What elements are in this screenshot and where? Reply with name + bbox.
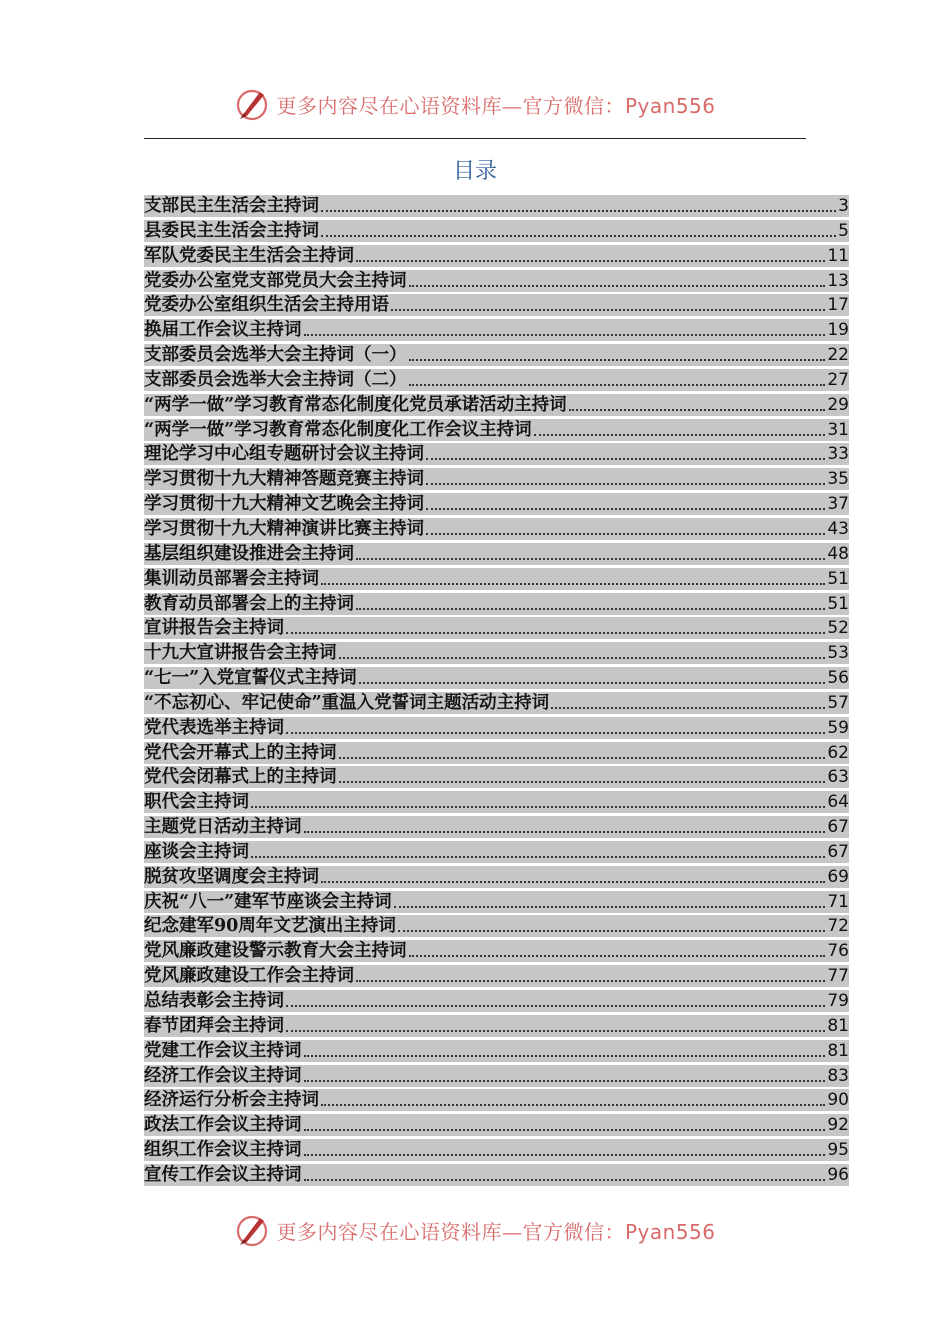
toc-entry-page: 13	[827, 270, 849, 291]
toc-entry-page: 29	[827, 394, 849, 415]
toc-entry-page: 79	[827, 991, 849, 1011]
toc-entry[interactable]	[144, 220, 849, 242]
toc-entry-label: 经济运行分析会主持词	[144, 1090, 319, 1111]
toc-entry-label: 经济工作会议主持词	[144, 1065, 302, 1086]
toc-entry-label: 党委办公室组织生活会主持用语	[144, 295, 389, 316]
toc-entry[interactable]	[144, 742, 849, 764]
toc-entry[interactable]	[144, 717, 849, 739]
toc-entry-page: 62	[827, 742, 849, 763]
toc-dot-leader	[304, 334, 826, 336]
toc-entry-page: 64	[827, 792, 849, 813]
toc-dot-leader	[426, 508, 825, 510]
toc-entry[interactable]	[144, 642, 849, 664]
toc-dot-leader	[321, 881, 825, 883]
toc-entry-page: 22	[827, 345, 849, 366]
toc-entry[interactable]	[144, 344, 849, 366]
toc-dot-leader	[534, 434, 826, 436]
toc-entry-label: 党委办公室党支部党员大会主持词	[144, 270, 407, 291]
toc-dot-leader	[551, 707, 825, 709]
toc-entry-label: 党代会开幕式上的主持词	[144, 742, 337, 763]
toc-entry[interactable]	[144, 245, 849, 267]
toc-entry-page: 11	[827, 245, 849, 266]
toc-dot-leader	[321, 235, 836, 237]
toc-dot-leader	[426, 533, 825, 535]
banner-text: 更多内容尽在心语资料库—官方微信：Pyan556	[276, 93, 716, 118]
toc-list	[144, 195, 849, 1189]
toc-entry-page: 35	[827, 469, 849, 490]
toc-dot-leader	[304, 1055, 826, 1057]
toc-entry-page: 53	[827, 643, 849, 664]
toc-entry-label: 宣传工作会议主持词	[144, 1164, 302, 1185]
toc-entry-page: 90	[827, 1090, 849, 1111]
toc-entry-page: 59	[827, 717, 849, 738]
toc-entry[interactable]	[144, 915, 849, 937]
toc-entry[interactable]	[144, 1139, 849, 1161]
toc-entry-label: 宣讲报告会主持词	[144, 618, 284, 639]
toc-entry-page: 81	[827, 1015, 849, 1036]
toc-dot-leader	[356, 558, 825, 560]
toc-entry[interactable]	[144, 841, 849, 863]
toc-dot-leader	[356, 608, 825, 610]
toc-entry-label: 座谈会主持词	[144, 841, 249, 862]
toc-entry-page: 96	[827, 1164, 849, 1185]
toc-dot-leader	[409, 955, 826, 957]
toc-entry-label: 党风廉政建设工作会主持词	[144, 966, 354, 987]
toc-entry[interactable]	[144, 319, 849, 341]
toc-dot-leader	[426, 458, 825, 460]
toc-entry-page: 57	[827, 692, 849, 713]
toc-dot-leader	[304, 1179, 826, 1181]
toc-entry[interactable]	[144, 1164, 849, 1186]
toc-dot-leader	[391, 309, 825, 311]
toc-entry-page: 67	[827, 841, 849, 862]
toc-entry[interactable]	[144, 270, 849, 292]
toc-title: 目录	[452, 159, 497, 184]
toc-entry[interactable]	[144, 891, 849, 913]
toc-entry[interactable]	[144, 294, 849, 316]
toc-entry-label: 主题党日活动主持词	[144, 817, 302, 838]
toc-entry-page: 51	[827, 568, 849, 589]
toc-entry-label: “不忘初心、牢记使命”重温入党誓词主题活动主持词	[144, 692, 550, 713]
toc-entry-label: 支部委员会选举大会主持词（一）	[144, 345, 407, 366]
toc-entry-page: 63	[827, 767, 849, 788]
toc-entry-page: 81	[827, 1040, 849, 1061]
toc-entry[interactable]	[144, 195, 849, 217]
toc-dot-leader	[251, 806, 825, 808]
toc-entry-label: 党风廉政建设警示教育大会主持词	[144, 941, 407, 962]
toc-entry-label: 学习贯彻十九大精神答题竞赛主持词	[144, 469, 424, 490]
toc-entry-page: 19	[827, 320, 849, 341]
toc-entry-label: 基层组织建设推进会主持词	[144, 543, 354, 564]
toc-entry[interactable]	[144, 1040, 849, 1062]
toc-entry-page: 3	[838, 196, 849, 216]
toc-entry-page: 43	[827, 518, 849, 539]
toc-entry-label: 学习贯彻十九大精神演讲比赛主持词	[144, 518, 424, 539]
toc-entry[interactable]	[144, 1089, 849, 1111]
toc-entry-page: 69	[827, 866, 849, 887]
banner-wechat-id: Pyan556	[624, 1219, 716, 1244]
toc-entry[interactable]	[144, 866, 849, 888]
toc-dot-leader	[321, 583, 825, 585]
toc-dot-leader	[251, 856, 825, 858]
toc-entry-page: 37	[827, 494, 849, 515]
toc-entry-label: 党代表选举主持词	[144, 717, 284, 738]
toc-entry[interactable]	[144, 990, 849, 1012]
banner-text: 更多内容尽在心语资料库—官方微信：Pyan556	[276, 1219, 716, 1244]
toc-entry-label: 职代会主持词	[144, 792, 249, 813]
toc-entry[interactable]	[144, 394, 849, 416]
toc-entry-page: 52	[827, 618, 849, 639]
toc-entry-page: 33	[827, 444, 849, 465]
toc-dot-leader	[321, 1104, 825, 1106]
toc-entry-label: 总结表彰会主持词	[144, 991, 284, 1011]
toc-entry-label: 理论学习中心组专题研讨会议主持词	[144, 444, 424, 465]
toc-entry-page: 72	[827, 916, 849, 937]
toc-dot-leader	[304, 1129, 826, 1131]
toc-dot-leader	[339, 781, 826, 783]
toc-entry-page: 95	[827, 1140, 849, 1161]
quill-pen-logo-icon	[234, 1212, 270, 1248]
toc-dot-leader	[398, 930, 826, 932]
toc-dot-leader	[286, 632, 825, 634]
toc-entry-label: 春节团拜会主持词	[144, 1015, 284, 1036]
toc-entry-page: 27	[827, 369, 849, 390]
toc-entry-page: 76	[827, 941, 849, 962]
header-banner	[0, 84, 950, 124]
toc-dot-leader	[286, 1005, 825, 1007]
toc-entry-label: 军队党委民主生活会主持词	[144, 245, 354, 266]
toc-entry[interactable]	[144, 369, 849, 391]
toc-dot-leader	[304, 1080, 826, 1082]
toc-entry-label: 十九大宣讲报告会主持词	[144, 643, 337, 664]
toc-entry-page: 48	[827, 543, 849, 564]
toc-entry[interactable]	[144, 543, 849, 565]
toc-dot-leader	[339, 657, 826, 659]
header-divider	[144, 138, 806, 139]
toc-entry-page: 83	[827, 1065, 849, 1086]
toc-entry-page: 92	[827, 1115, 849, 1136]
toc-dot-leader	[304, 1154, 826, 1156]
toc-entry[interactable]	[144, 617, 849, 639]
toc-entry-label: 政法工作会议主持词	[144, 1115, 302, 1136]
toc-entry[interactable]	[144, 766, 849, 788]
toc-entry-page: 71	[827, 891, 849, 912]
toc-entry-label: “七一”入党宣誓仪式主持词	[144, 668, 357, 689]
toc-entry-label: 支部委员会选举大会主持词（二）	[144, 369, 407, 390]
toc-entry-label: 学习贯彻十九大精神文艺晚会主持词	[144, 494, 424, 515]
toc-entry[interactable]	[144, 419, 849, 441]
toc-entry-label: 党代会闭幕式上的主持词	[144, 767, 337, 788]
toc-entry-label: 换届工作会议主持词	[144, 320, 302, 341]
toc-entry-label: 庆祝“八一”建军节座谈会主持词	[144, 891, 392, 912]
toc-dot-leader	[286, 732, 825, 734]
toc-entry-label: 组织工作会议主持词	[144, 1140, 302, 1161]
toc-dot-leader	[356, 980, 825, 982]
toc-entry[interactable]	[144, 692, 849, 714]
toc-entry[interactable]	[144, 468, 849, 490]
toc-entry[interactable]	[144, 493, 849, 515]
toc-entry[interactable]	[144, 568, 849, 590]
banner-wechat-id: Pyan556	[624, 93, 716, 118]
toc-dot-leader	[426, 483, 825, 485]
toc-entry-page: 51	[827, 593, 849, 614]
toc-entry[interactable]	[144, 1015, 849, 1037]
toc-entry-label: 县委民主生活会主持词	[144, 220, 319, 241]
toc-entry-label: 教育动员部署会上的主持词	[144, 593, 354, 614]
toc-entry-label: 纪念建军90周年文艺演出主持词	[144, 916, 396, 937]
toc-dot-leader	[409, 285, 826, 287]
toc-entry[interactable]	[144, 443, 849, 465]
toc-entry-label: “两学一做”学习教育常态化制度化党员承诺活动主持词	[144, 394, 567, 415]
toc-entry[interactable]	[144, 816, 849, 838]
toc-dot-leader	[286, 1030, 825, 1032]
toc-entry[interactable]	[144, 1065, 849, 1087]
toc-entry-label: 集训动员部署会主持词	[144, 568, 319, 589]
toc-entry[interactable]	[144, 1114, 849, 1136]
toc-dot-leader	[569, 409, 826, 411]
toc-entry-page: 17	[827, 295, 849, 316]
toc-entry-page: 77	[827, 966, 849, 987]
toc-entry-label: 脱贫攻坚调度会主持词	[144, 866, 319, 887]
toc-dot-leader	[304, 831, 826, 833]
toc-dot-leader	[394, 906, 826, 908]
toc-entry-page: 67	[827, 817, 849, 838]
toc-entry[interactable]	[144, 791, 849, 813]
footer-banner	[0, 1210, 950, 1250]
toc-entry-label: 支部民主生活会主持词	[144, 196, 319, 216]
toc-entry[interactable]	[144, 940, 849, 962]
toc-entry-label: 党建工作会议主持词	[144, 1040, 302, 1061]
toc-dot-leader	[359, 682, 826, 684]
toc-dot-leader	[321, 210, 836, 212]
toc-entry[interactable]	[144, 593, 849, 615]
toc-entry-page: 5	[838, 220, 849, 241]
toc-dot-leader	[339, 757, 826, 759]
toc-dot-leader	[409, 359, 826, 361]
toc-entry[interactable]	[144, 518, 849, 540]
toc-entry-page: 31	[827, 419, 849, 440]
quill-pen-logo-icon	[234, 86, 270, 122]
toc-dot-leader	[409, 384, 826, 386]
toc-entry[interactable]	[144, 667, 849, 689]
toc-entry-page: 56	[827, 668, 849, 689]
toc-entry[interactable]	[144, 965, 849, 987]
toc-dot-leader	[356, 260, 825, 262]
toc-entry-label: “两学一做”学习教育常态化制度化工作会议主持词	[144, 419, 532, 440]
